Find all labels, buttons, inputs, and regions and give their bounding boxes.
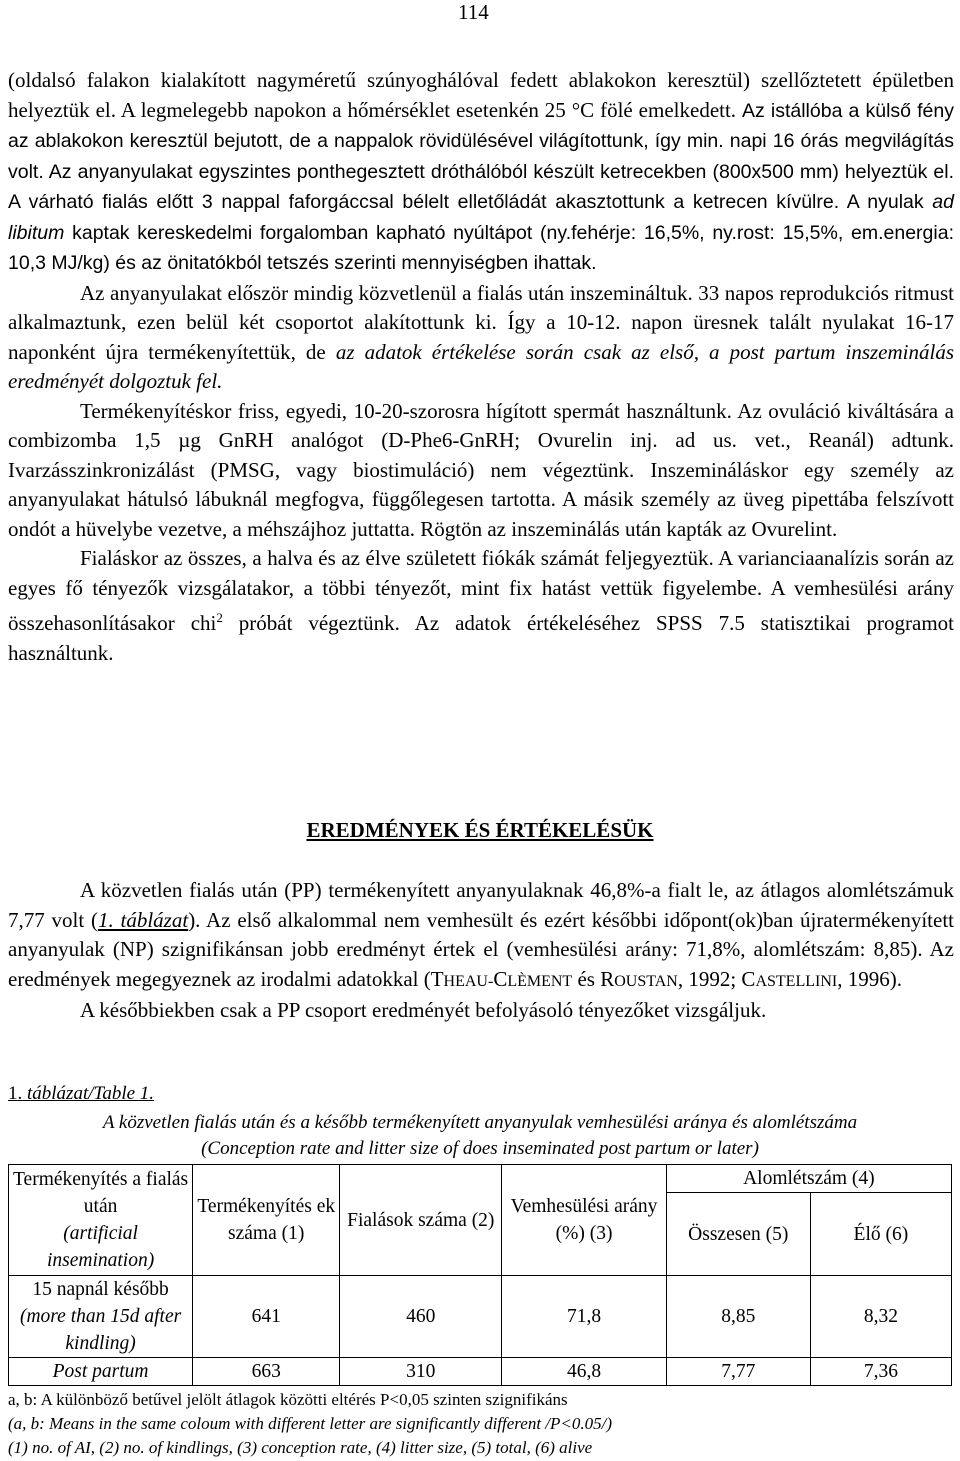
ad-libitum: ad libitum [8,191,954,244]
table-footnotes [8,1388,612,1460]
header-litter-size: Alomlétszám (4) [666,1165,951,1193]
table-caption-en: (Conception rate and litter size of does inseminated post partum or later) [201,1138,759,1159]
table-label-text: táblázat/Table 1. [22,1083,155,1104]
methods-p1-serif: (oldalsó falakon kialakított nagyméretű szúnyoghálóval fedett ablakokon keresztül) szellőztetett épületben helyeztük el. A legmelegebb napokon a hőmérséklet esetenkén 25 °C fölé emelkedett. [8,68,954,122]
cell-kindlings: 310 [340,1358,502,1386]
footnote-hu: a, b: A különböző betűvel jelölt átlagok közötti eltérés P<0,05 szinten szignifikáns [8,1390,568,1409]
cite-letter: C [493,966,508,991]
cite-and: és [572,966,601,991]
table-caption-hu: A közvetlen fialás után és a később termékenyített anyanyulak vemhesülési aránya és alomlétszáma [102,1112,858,1133]
cite-smallcaps: HEAU- [443,972,494,990]
methods-p4: Fialáskor az összes, a halva és az élve született fiókák számát feljegyeztük. A varianciaanalízis során az egyes fő tényezők vizsgálatakor, a többi tényezőt, mint fix hatást vettük figyelembe. A vemhesülési arány összehasonlításakor chi [8,546,954,635]
results-p1-a: A közvetlen fialás után (PP) termékenyített anyanyulaknak 46,8%-a fialt le, az átlagos alomlétszámuk 7,77 volt ( [8,878,954,932]
results-p1-c: , 1996). [837,966,902,991]
results-p1-b: ). Az első alkalommal nem vemhesült és ezért későbbi időpont(ok)ban újratermékenyített anyanyulak (NP) szignifikánsan jobb eredményt értek el (vemhesülési arány: 71,8%, alomlétszám: 8,85). Az eredmények megegyeznek az irodalmi adatokkal ( [8,907,954,991]
results-text [8,876,954,1026]
methods-text [8,66,954,668]
cite-letter: T [430,966,444,991]
methods-p1-sans-end: kaptak kereskedelmi forgalomban kapható nyúltápot (ny.fehérje: 16,5%, ny.rost: 15,5%, em.energia: 10,3 MJ/kg) és az önitatókból tetszés szerinti mennyiségben ihattak. [8,221,954,274]
cell-total: 7,77 [666,1358,810,1386]
table-header-row [9,1165,952,1193]
cell-kindlings: 460 [340,1276,502,1358]
footnote-en: (a, b: Means in the same coloum with different letter are significantly different /P<0.05/) [8,1414,613,1433]
methods-p2-italic: az adatok értékelése során csak az első, a post partum inszeminálás eredményét dolgoztuk fel. [8,339,954,393]
methods-paragraph-1 [8,66,954,279]
header-insemination [9,1165,193,1276]
cell-rate: 71,8 [502,1276,666,1358]
page-number: 114 [458,0,489,24]
cite-letter: R [600,966,615,991]
cell-ai: 663 [193,1358,340,1386]
results-table [8,1164,952,1386]
table-label-number: 1. [8,1083,23,1104]
cell-total: 8,85 [666,1276,810,1358]
methods-p1-sans: Az istállóba a külső fény az ablakokon keresztül bejutott, de a nappalok rövidülésével világítottunk, így min. napi 16 órás megvilágítás volt. Az anyanyulakat egyszintes ponthegesztett dróthálóból készült ketrecekben (800x500 mm) helyeztük el. A várható fialás előtt 3 nappal faforgáccsal bélelt elletőládát akasztottunk a ketrecen kívülre. A nyulak [8,99,954,213]
table-row [9,1358,952,1386]
row-label [9,1276,193,1358]
cell-ai: 641 [193,1276,340,1358]
table-label [8,1083,154,1105]
cell-alive: 7,36 [810,1358,951,1386]
results-paragraph-2: A későbbiekben csak a PP csoport eredményét befolyásoló tényezőket vizsgáljuk. [80,998,767,1022]
table-reference-link[interactable]: 1. táblázat [97,907,189,932]
methods-paragraph-4 [8,544,954,668]
footnote-abbreviations: (1) no. of AI, (2) no. of kindlings, (3) conception rate, (4) litter size, (5) total, (6) alive [8,1438,593,1457]
cell-rate: 46,8 [502,1358,666,1386]
header-kindlings: Fialások száma (2) [340,1165,502,1276]
cite-smallcaps: LÈMENT [507,972,573,990]
row-label [9,1358,193,1386]
cell-alive: 8,32 [810,1276,951,1358]
methods-paragraph-3: Termékenyítéskor friss, egyedi, 10-20-szorosra hígított spermát használtunk. Az ovuláció kiváltására a combizomba 1,5 µg GnRH analógot (D-Phe6-GnRH; Ovurelin inj. ad us. vet., Reanál) adtunk. Ivarzásszinkronizálást (PMSG, vagy biostimuláció) nem végeztünk. Inszemináláskor egy személy az anyanyulakat hátulsó lábuknál megfogva, függőlegesen tartotta. A másik személy az üveg pipettába felszívott ondót a hüvelybe vezetve, a méhszájhoz juttatta. Rögtön az inszeminálás után kapták az Ovurelint. [8,398,954,541]
results-heading: EREDMÉNYEK ÉS ÉRTÉKELÉSÜK [306,818,654,842]
methods-paragraph-2 [8,279,954,397]
cite-smallcaps: OUSTAN [614,972,678,990]
table-caption [0,1110,960,1162]
header-conception-rate: Vemhesülési arány (%) (3) [502,1165,666,1276]
header-insemination-en: (artificial insemination) [46,1223,155,1271]
methods-p2: Az anyanyulakat először mindig közvetlenül a fialás után inszemináltuk. 33 napos reprodukciós ritmust alkalmaztunk, ezen belül két csoportot alakítottunk ki. Így a 10-12. napon üresnek talált nyulakat 16-17 naponként újra termékenyítettük, de [8,280,954,364]
results-paragraph-1 [8,876,954,996]
methods-p4-end: próbát végeztünk. Az adatok értékeléséhez SPSS 7.5 statisztikai programot használtunk. [8,611,954,665]
row-label-hu: 15 napnál később [32,1279,169,1300]
header-insemination-hu: Termékenyítés a fialás után [13,1169,189,1217]
cite-smallcaps: ASTELLINI [755,972,838,990]
row-label-en: Post partum [52,1361,149,1382]
row-label-en: (more than 15d after kindling) [19,1306,182,1354]
header-total: Összesen (5) [666,1193,810,1276]
header-ai-count: Termékenyítés ek száma (1) [193,1165,340,1276]
cite-mid: , 1992; [677,966,742,991]
cite-letter: C [741,966,756,991]
table-row [9,1276,952,1358]
chi-superscript: 2 [216,610,223,625]
header-alive: Élő (6) [810,1193,951,1276]
